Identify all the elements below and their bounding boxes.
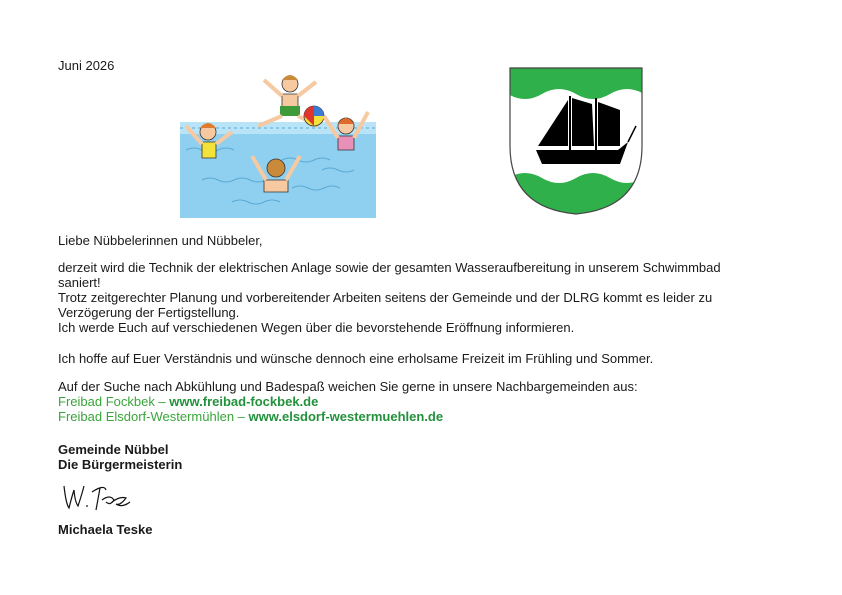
paragraph-1-line: Ich werde Euch auf verschiedenen Wegen über die bevorstehende Eröffnung informieren. — [58, 320, 575, 335]
letter-paragraph-1 — [58, 260, 798, 335]
paragraph-3-intro: Auf der Suche nach Abkühlung und Badespaß weichen Sie gerne in unsere Nachbargemeinden aus: — [58, 379, 638, 394]
pool-name: Freibad Elsdorf-Westermühlen – — [58, 409, 249, 424]
pool-elsdorf — [58, 409, 638, 424]
pool-elsdorf-link[interactable]: www.elsdorf-westermuehlen.de — [248, 409, 444, 424]
paragraph-1-line: Trotz zeitgerechter Planung und vorbereitender Arbeiten seitens der Gemeinde und der DLRG kommt es leider zu — [58, 290, 713, 305]
signer-name: Michaela Teske — [58, 522, 153, 537]
letter-greeting: Liebe Nübbelerinnen und Nübbeler, — [58, 233, 263, 248]
paragraph-1-line: saniert! — [58, 275, 101, 290]
coat-of-arms-ship-icon — [508, 66, 644, 216]
swimming-children-illustration — [172, 70, 378, 220]
signer-org: Gemeinde Nübbel — [58, 442, 169, 457]
signer-block — [58, 442, 182, 472]
paragraph-1-line: Verzögerung der Fertigstellung. — [58, 305, 240, 320]
paragraph-1-line: derzeit wird die Technik der elektrischen Anlage sowie der gesamten Wasseraufbereitung in unserem Schwimmbad — [58, 260, 721, 275]
pool-fockbek — [58, 394, 638, 409]
letter-paragraph-2: Ich hoffe auf Euer Verständnis und wünsche dennoch eine erholsame Freizeit im Frühling und Sommer. — [58, 351, 654, 366]
letter-paragraph-3 — [58, 379, 638, 424]
signer-role: Die Bürgermeisterin — [58, 457, 183, 472]
pool-name: Freibad Fockbek – — [58, 394, 170, 409]
handwritten-signature-icon — [60, 480, 132, 512]
pool-fockbek-link[interactable]: www.freibad-fockbek.de — [169, 394, 319, 409]
letter-date: Juni 2026 — [58, 58, 115, 73]
